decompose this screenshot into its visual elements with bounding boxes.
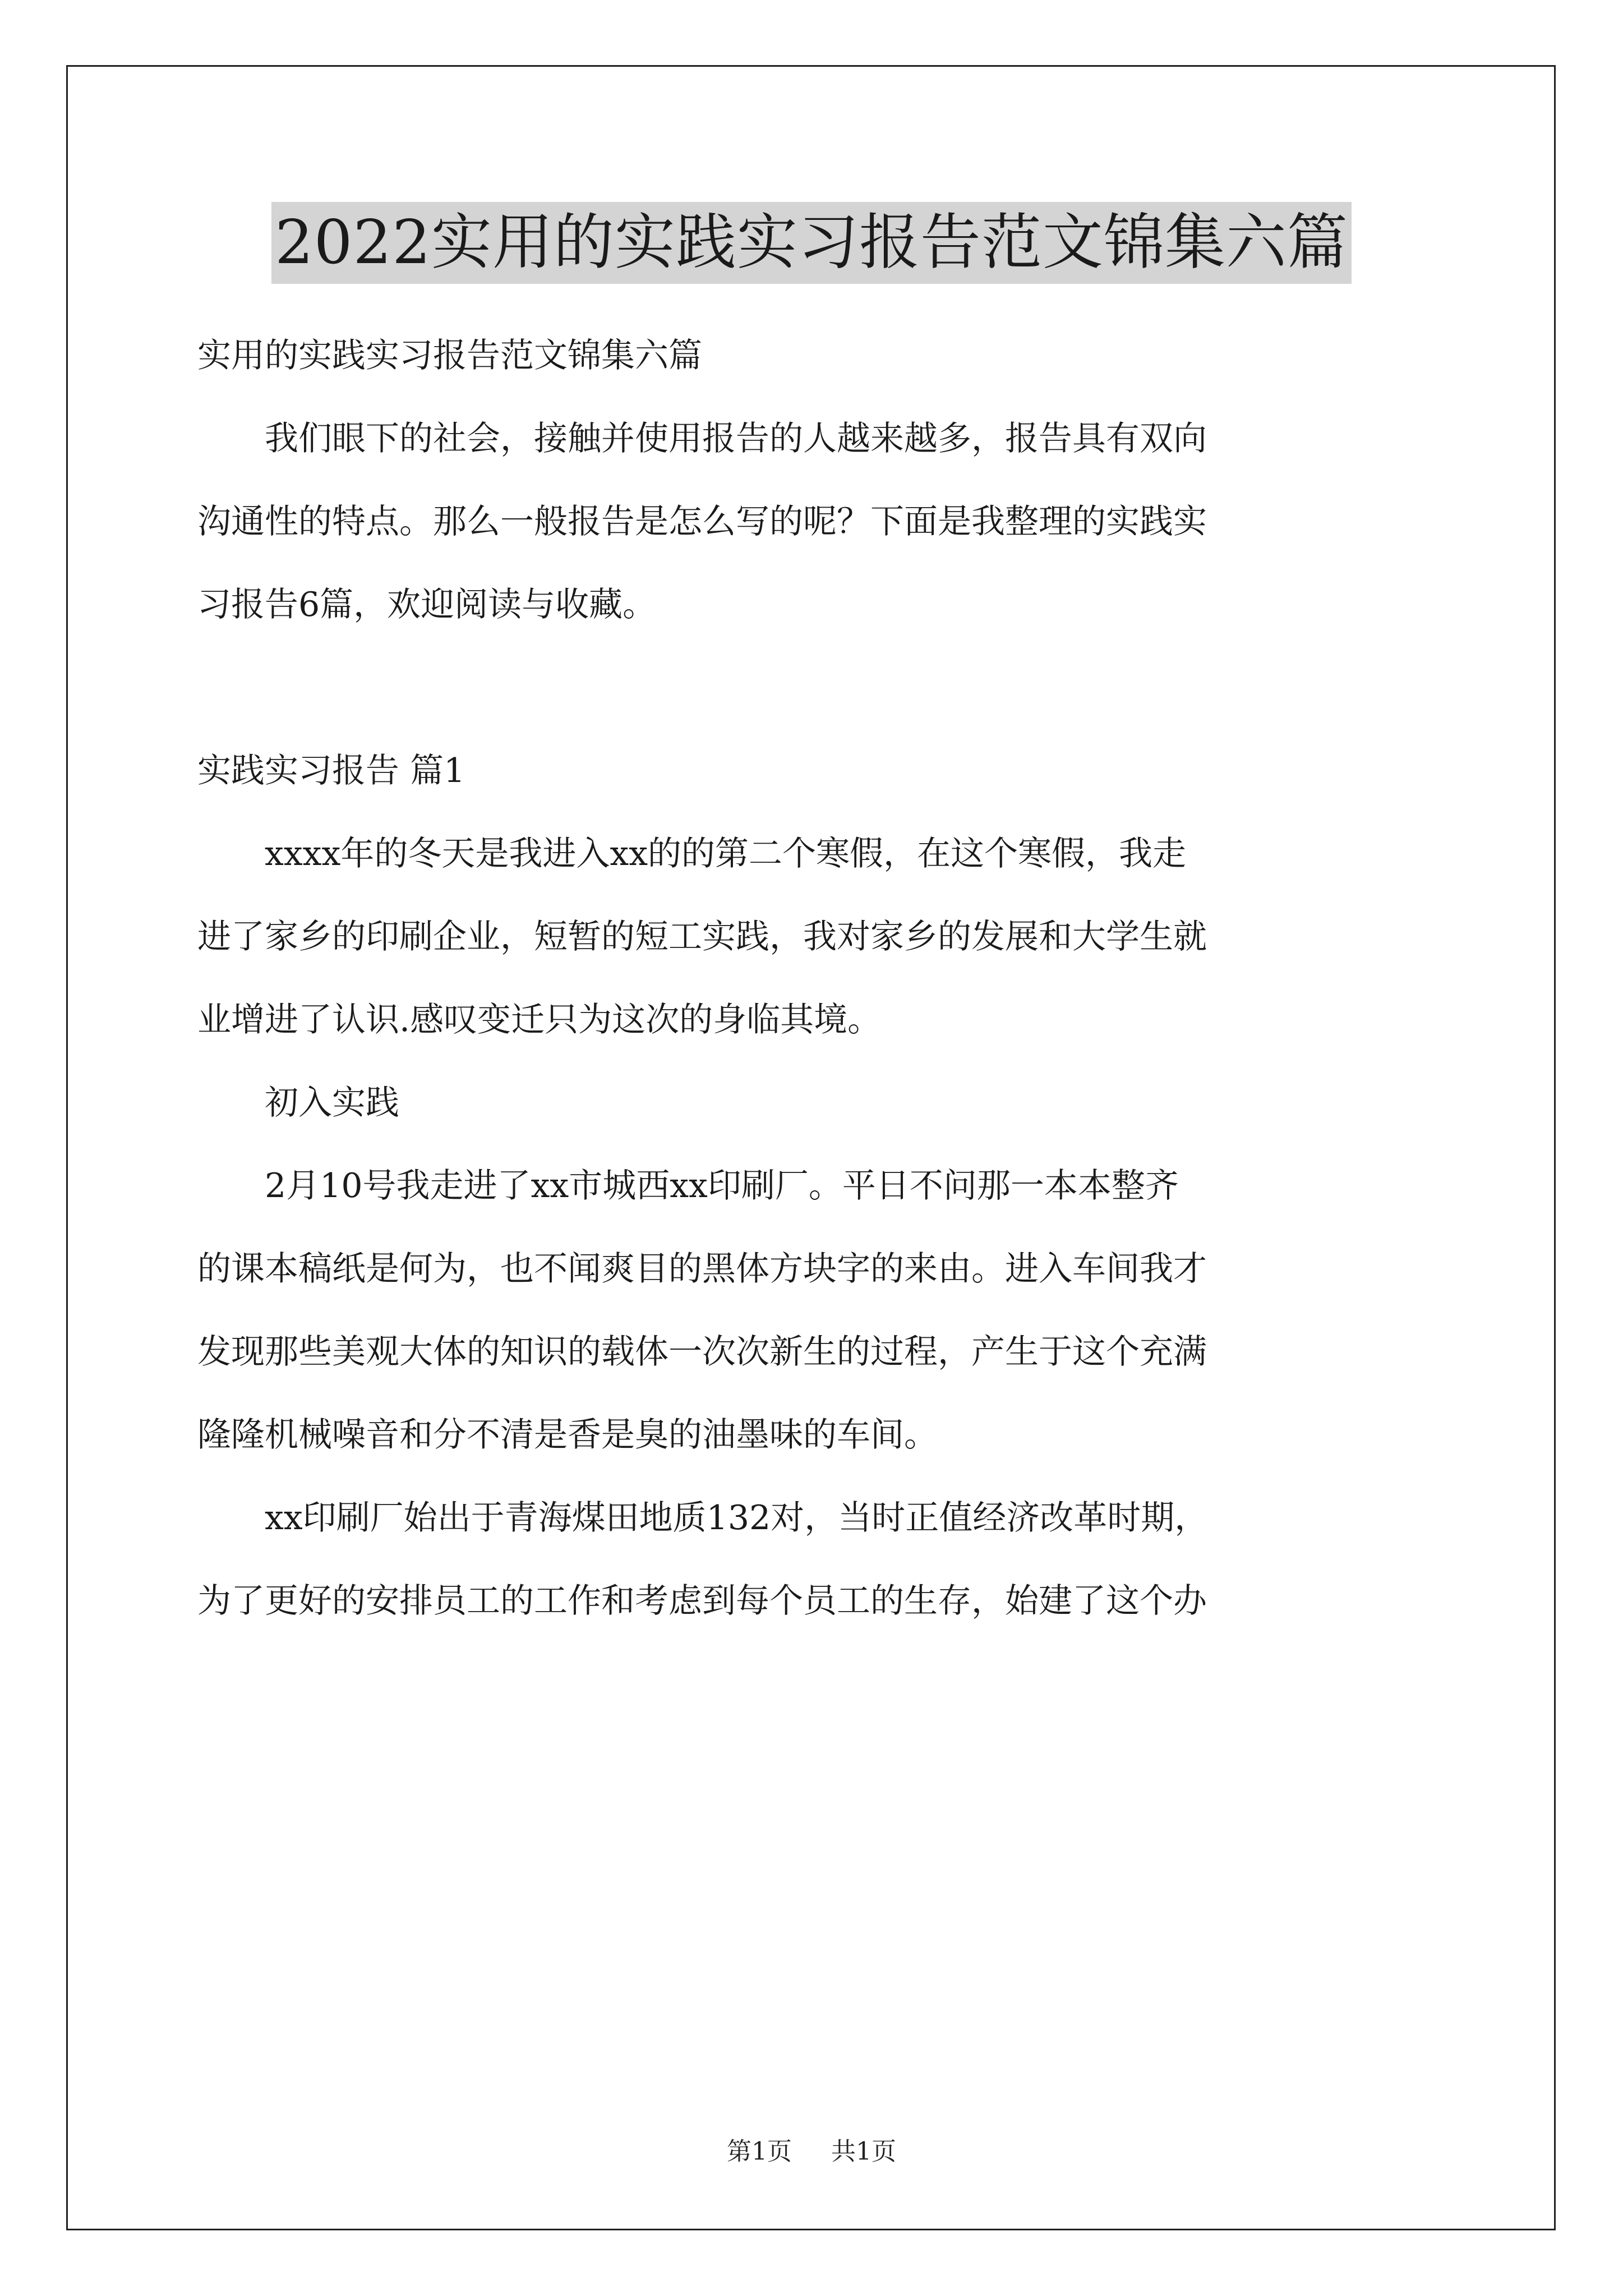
document-subtitle: 实用的实践实习报告范文锦集六篇 (197, 336, 702, 375)
para2-line-1: 2月10号我走进了xx市城西xx印刷厂。平日不问那一本本整齐 (265, 1166, 1179, 1205)
para2-line-4: 隆隆机械噪音和分不清是香是臭的油墨味的车间。 (197, 1415, 938, 1455)
document-title: 2022实用的实践实习报告范文锦集六篇 (271, 202, 1352, 284)
para2-line-2: 的课本稿纸是何为，也不闻爽目的黑体方块字的来由。进入车间我才 (197, 1249, 1207, 1289)
page-number: 第1页 (727, 2137, 792, 2166)
page-footer (0, 2135, 1623, 2169)
intro-line-2: 沟通性的特点。那么一般报告是怎么写的呢？下面是我整理的实践实 (197, 502, 1207, 541)
para1-line-3: 业增进了认识.感叹变迁只为这次的身临其境。 (197, 1000, 882, 1039)
para3-line-1: xx印刷厂始出于青海煤田地质132对，当时正值经济改革时期， (265, 1498, 1209, 1538)
section-heading: 实践实习报告 篇1 (197, 751, 465, 790)
intro-line-1: 我们眼下的社会，接触并使用报告的人越来越多，报告具有双向 (265, 419, 1207, 458)
para2-line-3: 发现那些美观大体的知识的载体一次次新生的过程，产生于这个充满 (197, 1332, 1207, 1372)
page-total: 共1页 (831, 2137, 896, 2166)
blank-line (197, 646, 1437, 729)
para1-line-1: xxxx年的冬天是我进入xx的的第二个寒假，在这个寒假，我走 (265, 834, 1187, 873)
para3-line-2: 为了更好的安排员工的工作和考虑到每个员工的生存，始建了这个办 (197, 1581, 1207, 1621)
document-body (197, 314, 1437, 1642)
para1-line-2: 进了家乡的印刷企业，短暂的短工实践，我对家乡的发展和大学生就 (197, 917, 1207, 956)
intro-line-3: 习报告6篇，欢迎阅读与收藏。 (197, 585, 657, 624)
subheading: 初入实践 (265, 1083, 399, 1122)
title-wrap (0, 202, 1623, 284)
